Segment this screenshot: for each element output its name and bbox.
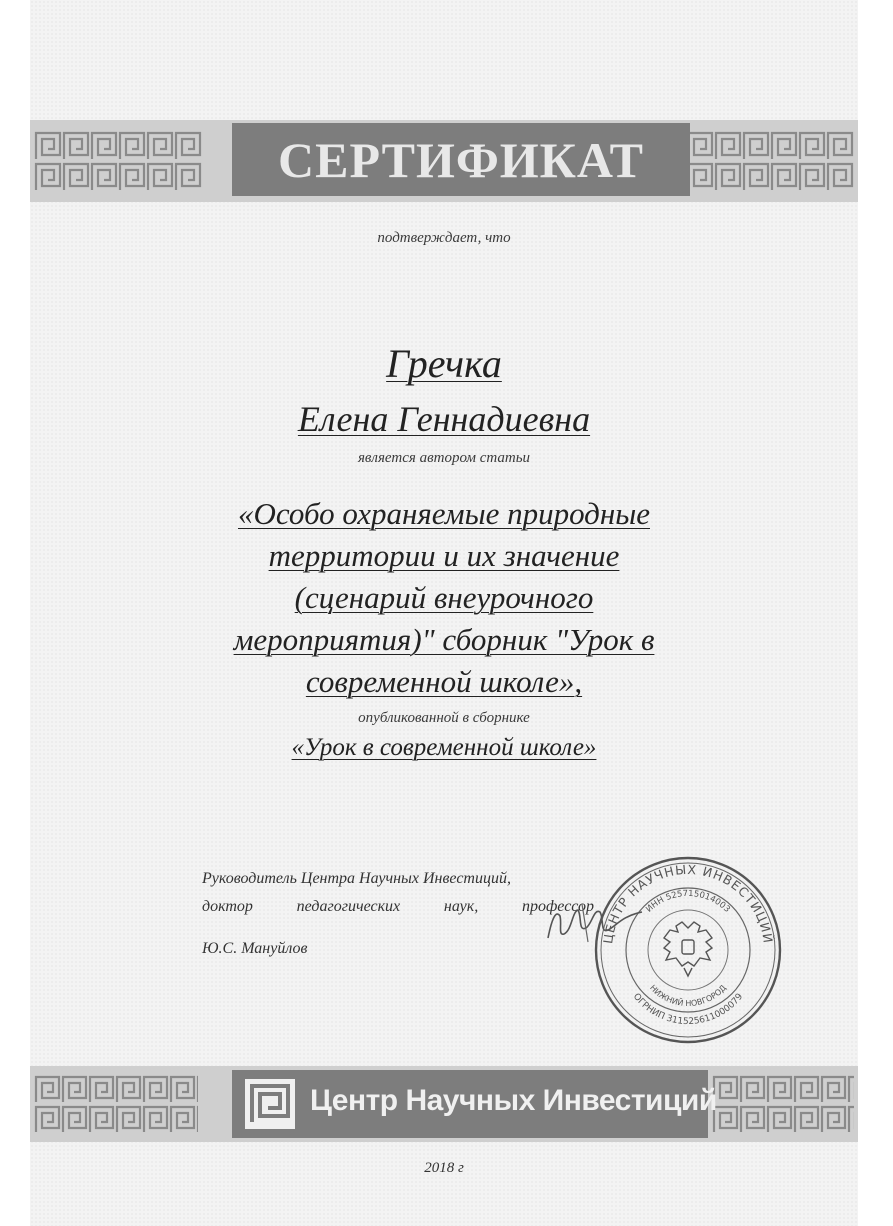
recipient-surname: Гречка: [386, 341, 502, 386]
degree-word: наук,: [443, 898, 479, 915]
published-text: опубликованной в сборнике: [358, 710, 530, 726]
certificate-year: 2018 г: [424, 1160, 464, 1176]
greek-key-ornament-right: [686, 130, 854, 192]
greek-key-ornament-left: [34, 130, 202, 192]
article-line: территории и их значение: [268, 538, 620, 573]
organization-logo-icon: [244, 1078, 296, 1130]
svg-text:ИНН 525715014003: [644, 889, 732, 915]
organization-name: Центр Научных Инвестиций: [310, 1084, 717, 1117]
stamp-inn-text: ИНН 525715014003: [644, 888, 732, 915]
stamp-outer-text: ЦЕНТР НАУЧНЫХ ИНВЕСТИЦИЙ: [600, 861, 776, 945]
degree-word: доктор: [202, 898, 253, 915]
article-line: (сценарий внеурочного: [294, 580, 594, 615]
organization-banner: [232, 1070, 717, 1138]
greek-key-ornament-left: [34, 1074, 198, 1134]
official-stamp: [590, 852, 786, 1048]
article-line: современной школе»,: [305, 664, 583, 699]
author-role-text: является автором статьи: [357, 450, 531, 466]
signatory-degree: [202, 898, 594, 916]
stamp-city-text: НИЖНИЙ НОВГОРОД: [648, 983, 728, 1009]
degree-word: педагогических: [296, 898, 401, 915]
certificate-page: [30, 0, 858, 1226]
degree-word: профессор: [521, 898, 594, 915]
stamp-ogrnip-text: ОГРНИП 311525611000079: [630, 991, 746, 1028]
signatory-position: Руководитель Центра Научных Инвестиций,: [202, 870, 511, 887]
confirms-text: подтверждает, что: [377, 230, 511, 246]
recipient-given-names: Елена Геннадиевна: [297, 399, 591, 439]
greek-key-ornament-right: [712, 1074, 854, 1134]
title-banner: [232, 123, 690, 196]
article-line: «Особо охраняемые природные: [237, 496, 650, 531]
double-headed-eagle-icon: [664, 922, 712, 976]
article-line: мероприятия)" сборник "Урок в: [233, 622, 655, 657]
svg-text:НИЖНИЙ НОВГОРОД: [648, 983, 728, 1008]
article-title: [30, 493, 858, 703]
handwritten-signature: [542, 898, 652, 950]
journal-name: «Урок в современной школе»: [291, 734, 597, 761]
certificate-title: СЕРТИФИКАТ: [277, 131, 644, 188]
signatory-name: Ю.С. Мануйлов: [202, 940, 308, 957]
